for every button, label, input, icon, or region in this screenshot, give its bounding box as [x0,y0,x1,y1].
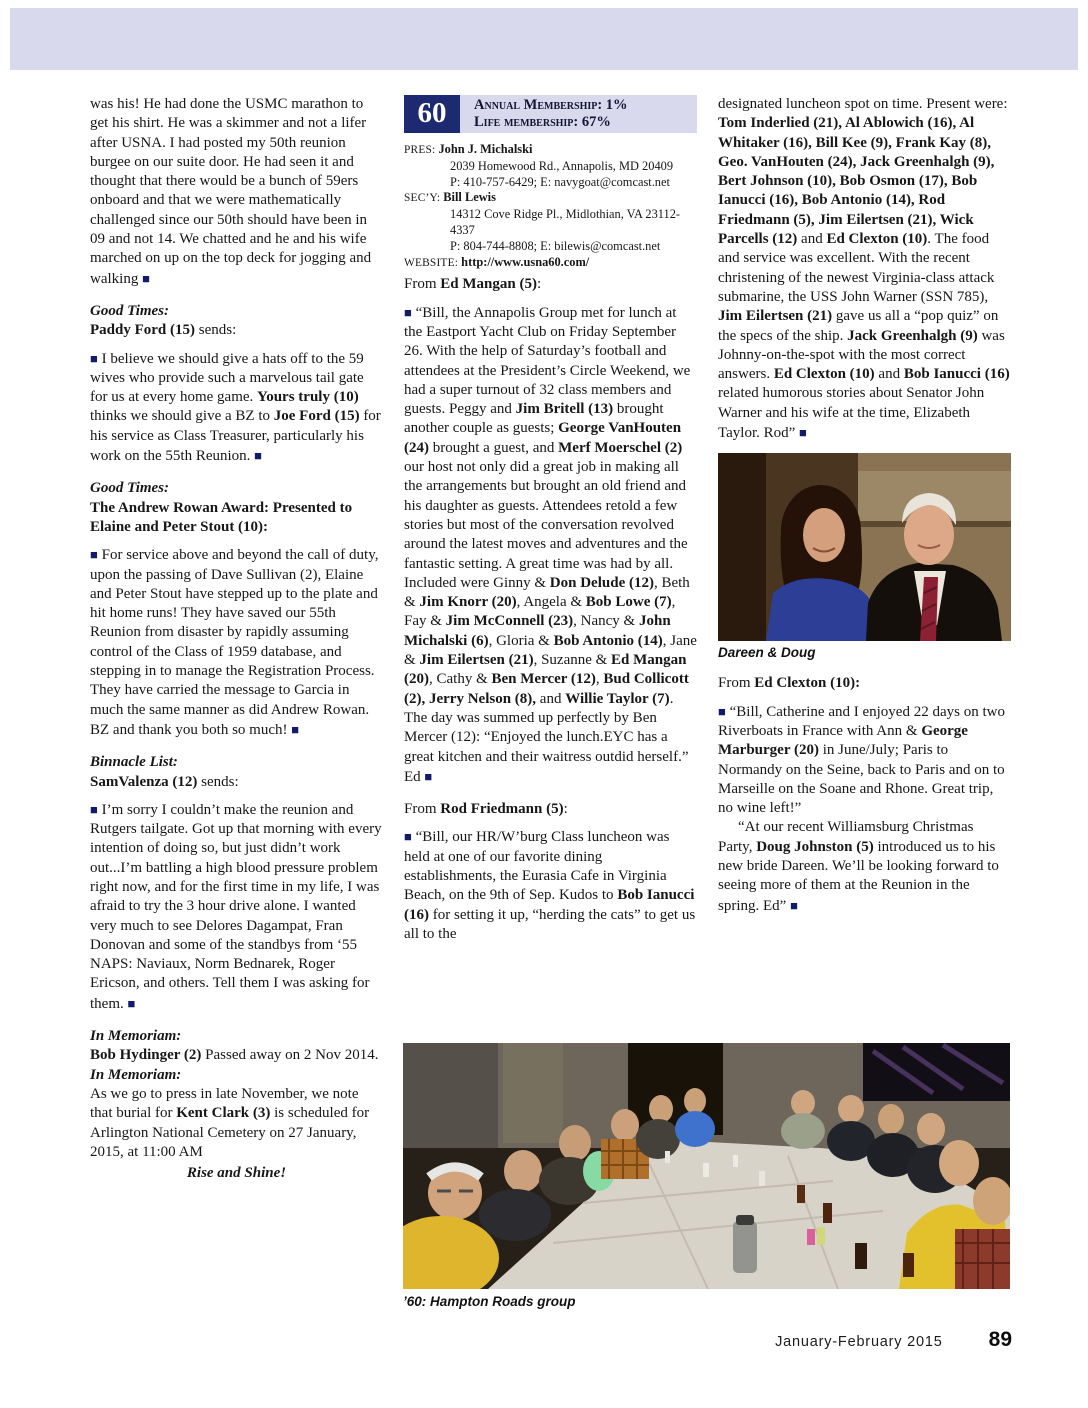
classmate-name: Bob Antonio (14) [553,632,663,649]
paragraph-marker-icon: ■ [404,829,412,845]
text-run: related humorous stories about Senator John Warner and his wife at the time, Elizabeth Taylor. Rod” [718,385,985,442]
classmate-name: George Marburger (20) [718,722,968,759]
classmate-name: Bob Ianucci (16) [903,366,1010,383]
paragraph-marker-icon: ■ [718,703,726,719]
text-run: : [536,276,542,293]
photo-dareen-doug [718,453,1011,641]
text-run: Passed away on 2 Nov 2014. [201,1047,379,1064]
classmate-name: George VanHouten (24) [404,420,682,456]
text-run: , Suzanne & [533,652,612,669]
text-run: “Bill, the Annapolis Group met for lunch at the Eastport Yacht Club on Friday September 26. With the help of Saturday’s football and attendees at the President’s Circle Weekend, we had a super turnout of 32 class members and guests. Peggy and [404,304,691,418]
paragraph-marker-icon: ■ [90,801,98,817]
class-header [404,95,697,133]
text-run: thinks we should give a BZ to [90,408,274,425]
classmate-name: Don Delude (12) [549,574,654,591]
contact-line [404,190,697,207]
column-right [718,95,1011,926]
classmate-name: Ed Mangan (20) [404,652,687,688]
column-middle [404,95,697,954]
classmate-name: Jim Eilertsen (21) [419,652,534,669]
contact-line [404,255,697,272]
text-run: I’m sorry I couldn’t make the reunion and Rutgers tailgate. Got up that morning with every intention of doing so, but just didn’t work out...I’m battling a high blood pressure problem right now, and for the first time in my life, I was afraid to try the 3 hour drive alone. I wanted very much to see Delores Dagampat, Fran Donovan and some of the standbys from ‘55 NAPS: Naviaux, Norm Bednarek, Roger Ericson, and others. Tell them I was asking for them. [90,801,382,1012]
text-run: , Fay & [404,594,676,630]
classmate-name: Jim McConnell (23) [445,613,574,630]
issue-date: January-February 2015 [775,1334,943,1350]
text-run: our host not only did a great job in making all the arrangements but brought an old friend and his daughter as guests. Attendees retold a few stories but most of the conversation revolved around the latest moves and adventures and the fantastic setting. A great time was had by all. Included were Ginny & [404,459,688,591]
text-run: . The day was summed up perfectly by Ben Mercer (12): “Enjoyed the lunch.EYC has a great kitchen and their waitress outdid herself.” Ed [404,690,689,785]
classmate-name: Jim Eilertsen (21) [718,308,833,325]
text-run: As we go to press in late November, we note that burial for [90,1085,359,1122]
paragraph [90,1164,383,1183]
paragraph [90,95,383,289]
contact-address-line: P: 804-744-8808; E: bilewis@comcast.net [450,238,661,253]
paragraph-marker-icon: ■ [404,304,412,320]
classmate-name: In Memoriam: [90,1028,182,1045]
classmate-name: Rise and Shine! [186,1165,287,1182]
classmate-name: In Memoriam: [90,1066,182,1083]
classmate-name: Ed Clexton (10) [826,231,928,248]
paragraph [718,95,1011,443]
classmate-name: SamValenza (12) [90,773,198,790]
text-run: From [718,675,755,692]
text-run: , Cathy & [429,671,492,688]
classmate-name: The Andrew Rowan Award: Presented to Elaine and Peter Stout (10): [90,499,353,535]
text-run: in June/July; Paris to Normandy on the Seine, back to Paris and on to Marseille on the Soane and Rhone. Great trip, no wine left!” [718,742,1005,817]
paragraph-marker-icon: ■ [790,897,798,913]
classmate-name: Kent Clark (3) [176,1105,271,1122]
classmate-name: Good Times: [90,302,170,319]
paragraph-marker-icon: ■ [90,350,98,366]
classmate-name: Doug Johnston (5) [756,838,874,855]
photo-hampton-roads-image [403,1043,1010,1289]
text-run: “Bill, Catherine and I enjoyed 22 days on two Riverboats in France with Ann & [718,703,1005,739]
photo-hampton-roads [403,1043,1010,1289]
photo-dareen-doug-image [718,453,1011,641]
section-heading [404,275,697,294]
paragraph [404,827,697,944]
section-heading [90,753,383,792]
classmate-name: Merf Moerschel (2) [558,439,683,456]
classmate-name: Jim Britell (13) [515,401,614,418]
text-run: designated luncheon spot on time. Present were: [718,96,1008,112]
classmate-name: Willie Taylor (7) [565,690,670,707]
paragraph [90,545,383,740]
column-left [90,95,383,1183]
contact-name: http://www.usna60.com/ [461,254,590,269]
contact-address-line: 14312 Cove Ridge Pl., Midlothian, VA 23112-4337 [450,207,681,237]
text-run: brought another couple as guests; [404,401,664,437]
paragraph-marker-icon: ■ [254,448,263,464]
paragraph-marker-icon: ■ [127,995,136,1011]
annual-membership-text: Annual Membership: 1% [474,97,628,113]
text-run: introduced us to his new bride Dareen. We’ll be looking forward to seeing more of them at the Reunion in the spring. Ed” [718,838,999,914]
text-run: For service above and beyond the call of duty, upon the passing of Dave Sullivan (2), Elaine and Peter Stout have stepped up to the plate and hit home runs! They have saved our 55th Reunion from disaster by rapidly assuming control of the Class of 1959 database, and stepping in to manage the Registration Process. They have carried the message to Garcia in much the same manner as did Andrew Rowan. BZ and thank you both so much! [90,547,379,738]
text-run: I believe we should give a hats off to the 59 wives who provide such a marvelous tail gate for us at every home game. [90,350,364,406]
membership-banner [460,95,697,133]
page-number: 89 [988,1328,1012,1351]
classmate-name: Ben Mercer (12) [491,671,596,688]
paragraph [718,702,1011,819]
text-run: brought a guest, and [429,439,559,456]
text-run: for setting it up, “herding the cats” to get us all to the [404,906,696,942]
paragraph [90,349,383,467]
classmate-name: Bob Ianucci (16) [404,887,695,923]
classmate-name: Bob Hydinger (2) [90,1047,202,1064]
contact-address-line: P: 410-757-6429; E: navygoat@comcast.net [450,174,670,189]
text-run: From [404,276,441,293]
contact-line [404,142,697,159]
classmate-name: Ed Clexton (10): [754,675,861,692]
text-run: “Bill, our HR/W’burg Class luncheon was held at one of our favorite dining establishments, the Eurasia Cafe in Virginia Beach, on the 9th of Sep. Kudos to [404,829,670,904]
text-run: was his! He had done the USMC marathon to get his shirt. He was a skimmer and not a lifer after USNA. I had posted my 50th reunion burgee on our suite door. He had seen it and thought that there would be a bunch of 59ers onboard and that we were mathematically challenged since our 50th should have been in 09 and not 14. We chatted and he and his wife marched on up on the top deck for jogging and walking [90,96,372,287]
column-right-text-top [718,95,1011,443]
page-footer [0,1328,1012,1352]
text-run: , [595,671,604,688]
classmate-name: Jim Knorr (20) [419,594,517,611]
classmate-name: Bud Collicott (2), Jerry Nelson (8), [404,671,689,707]
text-run: sends: [197,773,239,790]
paragraph-marker-icon: ■ [799,425,807,441]
section-heading [404,800,697,819]
text-run: for his service as Class Treasurer, particularly his work on the 55th Reunion. [90,408,381,465]
text-run: and [536,690,566,707]
text-run: “At our recent Williamsburg Christmas Party, [718,819,974,855]
photo-caption-hampton-roads: ’60: Hampton Roads group [403,1294,576,1309]
page-top-band [10,8,1078,70]
section-heading [90,479,383,537]
classmate-name: Ed Mangan (5) [440,276,537,293]
classmate-name: Joe Ford (15) [273,408,360,425]
class-contact-block [404,142,697,271]
classmate-name: Good Times: [90,480,170,497]
text-run: , Gloria & [488,632,554,649]
contact-address-line: 2039 Homewood Rd., Annapolis, MD 20409 [450,158,674,173]
section-heading [90,302,383,341]
text-run: and [874,366,904,383]
contact-label: PRES: [404,144,439,156]
paragraph [90,800,383,1014]
column-middle-text [404,275,697,944]
text-run: . The food and service was excellent. With the recent christening of the newest Virginia-class attack submarine, the USS John Warner (SSN 785), [718,231,995,305]
text-run: gave us all a “pop quiz” on the specs of the ship. [718,308,999,344]
section-heading [90,1027,383,1162]
classmate-name: Bob Lowe (7) [585,594,672,611]
text-run: , Beth & [404,574,690,611]
contact-label: WEBSITE: [404,256,462,269]
life-membership-text: Life membership: 67% [474,114,611,130]
paragraph-marker-icon: ■ [142,270,150,286]
classmate-name: Ed Clexton (10) [773,366,875,383]
classmate-name: Tom Inderlied (21), Al Ablowich (16), Al Whitaker (16), Bill Kee (9), Frank Kay (8), Geo. VanHouten (24), Jack Greenhalgh (9), Bert Johnson (10), Bob Osmon (17), Bob Ianucci (16), Bob Antonio (14), Rod Friedmann (5), Jim Eilertsen (21), Wick Parcells (12) [718,115,995,248]
text-run: , Angela & [516,594,586,611]
text-run: , Nancy & [573,613,639,630]
paragraph [718,818,1011,915]
contact-label: SEC’Y: [404,192,444,205]
paragraph-marker-icon: ■ [90,547,98,563]
classmate-name: Jack Greenhalgh (9) [847,327,978,344]
text-run: was Johnny-on-the-spot with the most correct answers. [718,327,1005,383]
text-run: , Jane & [404,632,697,669]
classmate-name: Binnacle List: [90,754,178,771]
paragraph-marker-icon: ■ [424,768,433,784]
text-run: is scheduled for Arlington National Cemetery on 27 January, 2015, at 11:00 AM [90,1105,370,1160]
paragraph [404,303,697,787]
contact-name: John J. Michalski [438,142,533,156]
class-number-badge: 60 [404,95,460,133]
paragraph-marker-icon: ■ [291,721,300,737]
text-run: : [563,801,568,818]
text-run: From [404,801,441,818]
photo-caption-dareen-doug: Dareen & Doug [718,645,816,661]
section-heading [718,674,1011,693]
classmate-name: John Michalski (6) [404,613,671,649]
classmate-name: Yours truly (10) [257,389,359,406]
column-right-text-bottom [718,674,1011,916]
contact-name: Bill Lewis [443,190,496,205]
classmate-name: Paddy Ford (15) [90,322,195,339]
text-run: sends: [195,322,237,339]
text-run: and [797,231,827,248]
classmate-name: Rod Friedmann (5) [440,801,564,818]
